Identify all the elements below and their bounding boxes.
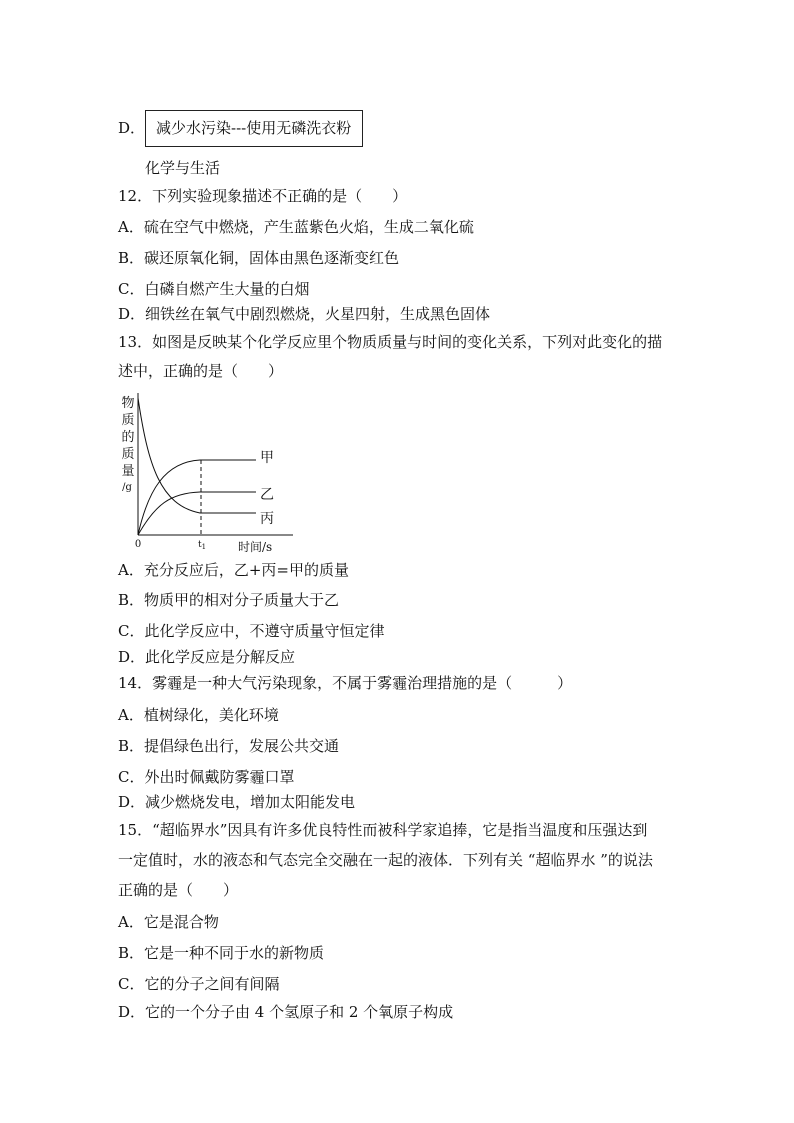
question-13-option-d: D．此化学反应是分解反应 (118, 648, 296, 666)
question-12-stem: 12．下列实验现象描述不正确的是（ ） (118, 187, 408, 205)
question-13-option-a: A．充分反应后，乙+丙=甲的质量 (118, 561, 349, 579)
t1-label-base: t (198, 540, 202, 550)
t1-label-sub: 1 (201, 543, 207, 551)
y-axis-label-char: 物 (121, 396, 135, 411)
question-13-option-c: C．此化学反应中，不遵守质量守恒定律 (118, 622, 385, 640)
mass-time-graph (110, 385, 300, 555)
question-13-stem-line-1: 13．如图是反映某个化学反应里个物质质量与时间的变化关系，下列对此变化的描 (118, 333, 663, 351)
section-label: 化学与生活 (145, 159, 221, 177)
question-15-option-a: A．它是混合物 (118, 913, 219, 931)
y-axis-label-unit: /g (122, 482, 132, 493)
x-axis-label: 时间/s (238, 540, 273, 554)
question-12-option-b: B．碳还原氧化铜，固体由黑色逐渐变红色 (118, 249, 400, 267)
question-14-option-c: C．外出时佩戴防雾霾口罩 (118, 768, 295, 786)
question-14-option-a: A．植树绿化，美化环境 (118, 706, 279, 724)
question-15-stem-line-2: 一定值时，水的液态和气态完全交融在一起的液体．下列有关 “超临界水 ”的说法 (118, 851, 653, 869)
question-15-option-c: C．它的分子之间有间隔 (118, 975, 280, 993)
y-axis-label (121, 395, 134, 493)
option-d-boxed-text: 减少水污染---使用无磷洗衣粉 (145, 110, 363, 147)
curve-label-jia: 甲 (260, 450, 274, 466)
question-12-option-a: A．硫在空气中燃烧，产生蓝紫色火焰，生成二氧化硫 (118, 218, 474, 236)
question-12-option-c: C．白磷自燃产生大量的白烟 (118, 280, 310, 298)
y-axis-label-char: 的 (121, 430, 135, 445)
origin-label: 0 (134, 539, 142, 550)
y-axis-label-char: 质 (121, 413, 135, 428)
question-14-option-b: B．提倡绿色出行，发展公共交通 (118, 737, 340, 755)
question-15-stem-line-3: 正确的是（ ） (118, 881, 239, 899)
question-15-stem-line-1: 15．“超临界水”因具有许多优良特性而被科学家追捧，它是指当温度和压强达到 (118, 821, 648, 839)
y-axis-label-char: 量 (121, 464, 135, 479)
question-12-option-d: D．细铁丝在氧气中剧烈燃烧，火星四射，生成黑色固体 (118, 305, 491, 323)
question-13-stem-line-2: 述中，正确的是（ ） (118, 362, 284, 380)
question-13-option-b: B．物质甲的相对分子质量大于乙 (118, 591, 340, 609)
t1-label (198, 540, 206, 551)
curve-bing (138, 398, 256, 513)
curve-label-bing: 丙 (260, 511, 274, 527)
y-axis-label-char: 质 (121, 447, 135, 462)
question-15-option-b: B．它是一种不同于水的新物质 (118, 944, 325, 962)
question-14-option-d: D．减少燃烧发电，增加太阳能发电 (118, 793, 356, 811)
curve-jia (138, 460, 256, 535)
question-14-stem: 14．雾霾是一种大气污染现象，不属于雾霾治理措施的是（ ） (118, 674, 573, 692)
question-15-option-d: D．它的一个分子由 4 个氢原子和 2 个氧原子构成 (118, 1003, 454, 1021)
curve-label-yi: 乙 (260, 487, 274, 503)
option-d-label: D． (118, 119, 146, 137)
